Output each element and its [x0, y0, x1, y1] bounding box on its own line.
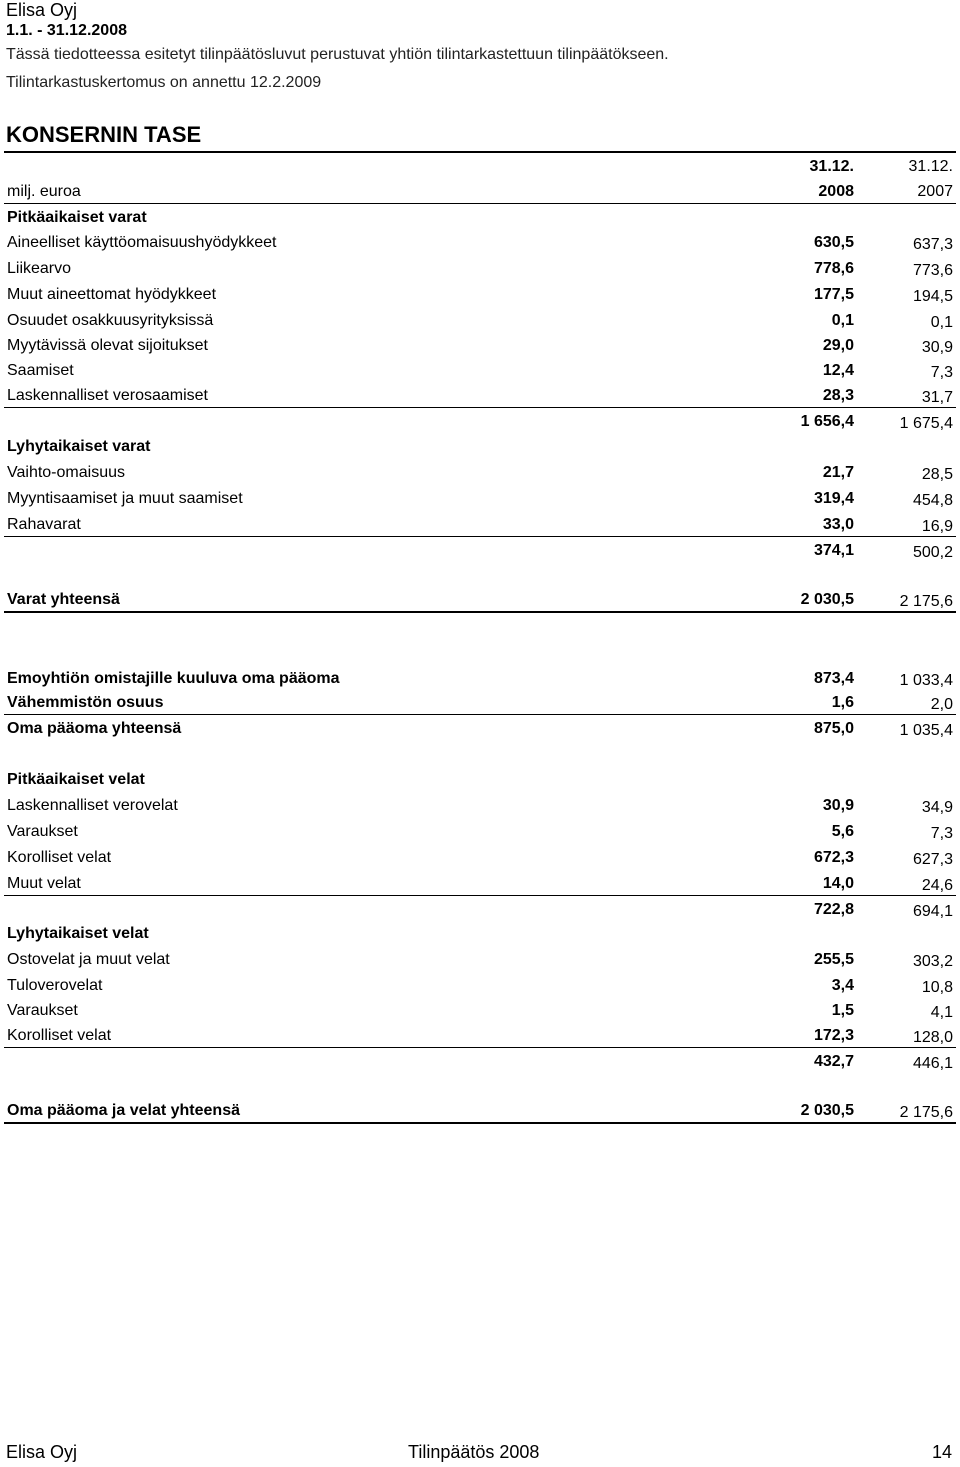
- value-2008: 432,7: [813, 1053, 854, 1070]
- row-label: Myyntisaamiset ja muut saamiset: [7, 490, 243, 507]
- subtotal-row: [4, 897, 956, 921]
- row-label: Ostovelat ja muut velat: [7, 951, 170, 968]
- value-2007: 454,8: [912, 492, 953, 509]
- row-label: Pitkäaikaiset varat: [7, 209, 147, 226]
- value-2008: 0,1: [831, 312, 854, 329]
- table-row: [4, 308, 956, 332]
- value-2007: 7,3: [930, 825, 953, 842]
- table-row: [4, 845, 956, 869]
- value-2008: 33,0: [822, 516, 854, 533]
- value-2008: 778,6: [813, 260, 854, 277]
- row-label: Muut aineettomat hyödykkeet: [7, 286, 217, 303]
- value-2007: 2,0: [930, 696, 953, 713]
- column-header-row: [4, 179, 956, 204]
- value-2008: 875,0: [813, 720, 854, 737]
- value-2008: 5,6: [831, 823, 854, 840]
- value-2007: 4,1: [930, 1004, 953, 1021]
- row-label: Varaukset: [7, 823, 78, 840]
- value-2007: 500,2: [912, 544, 953, 561]
- col-2008-date: 31.12.: [809, 158, 854, 175]
- value-2007: 16,9: [921, 518, 953, 535]
- table-row: [4, 947, 956, 971]
- table-row: [4, 666, 956, 690]
- row-label: Korolliset velat: [7, 1027, 112, 1044]
- value-2008: 1 656,4: [800, 413, 854, 430]
- table-row: [4, 230, 956, 254]
- value-2008: 319,4: [813, 490, 854, 507]
- table-row: [4, 434, 956, 458]
- row-label: Lyhytaikaiset velat: [7, 925, 149, 942]
- row-label: Emoyhtiön omistajille kuuluva oma pääoma: [7, 670, 340, 687]
- value-2007: 637,3: [912, 236, 953, 253]
- table-row: [4, 973, 956, 997]
- table-row: [4, 333, 956, 357]
- value-2008: 374,1: [813, 542, 854, 559]
- value-2008: 1,6: [831, 694, 854, 711]
- row-label: Korolliset velat: [7, 849, 112, 866]
- col-2008-year: 2008: [818, 183, 854, 200]
- value-2008: 28,3: [822, 387, 854, 404]
- value-2008: 14,0: [822, 875, 854, 892]
- row-label: Osuudet osakkuusyrityksissä: [7, 312, 214, 329]
- value-2008: 3,4: [831, 977, 854, 994]
- value-2007: 446,1: [912, 1055, 953, 1072]
- table-row: [4, 793, 956, 817]
- value-2007: 2 175,6: [899, 1104, 953, 1121]
- col-2007-year: 2007: [917, 183, 953, 200]
- unit-label: milj. euroa: [7, 183, 81, 200]
- row-label: Pitkäaikaiset velat: [7, 771, 145, 788]
- row-label: Aineelliset käyttöomaisuushyödykkeet: [7, 234, 277, 251]
- value-2008: 12,4: [822, 362, 854, 379]
- total-row: [4, 716, 956, 740]
- col-2007-date: 31.12.: [908, 158, 953, 175]
- row-label: Oma pääoma ja velat yhteensä: [7, 1102, 240, 1119]
- row-label: Lyhytaikaiset varat: [7, 438, 151, 455]
- table-row: [4, 460, 956, 484]
- row-label: Muut velat: [7, 875, 81, 892]
- row-label: Rahavarat: [7, 516, 81, 533]
- value-2007: 28,5: [921, 466, 953, 483]
- company-name: Elisa Oyj: [6, 0, 78, 20]
- table-row: [4, 256, 956, 280]
- table-row: [4, 383, 956, 408]
- row-label: Vähemmistön osuus: [7, 694, 164, 711]
- value-2008: 172,3: [813, 1027, 854, 1044]
- value-2008: 2 030,5: [800, 591, 854, 608]
- value-2008: 2 030,5: [800, 1102, 854, 1119]
- table-row: [4, 819, 956, 843]
- table-row: [4, 998, 956, 1022]
- value-2007: 773,6: [912, 262, 953, 279]
- value-2008: 255,5: [813, 951, 854, 968]
- section-title: KONSERNIN TASE: [6, 122, 202, 147]
- row-label: Varat yhteensä: [7, 591, 120, 608]
- value-2008: 672,3: [813, 849, 854, 866]
- footer-page-number: 14: [931, 1442, 952, 1462]
- value-2007: 1 675,4: [899, 415, 953, 432]
- row-label: Tuloverovelat: [7, 977, 103, 994]
- value-2007: 30,9: [921, 339, 953, 356]
- value-2008: 630,5: [813, 234, 854, 251]
- subtotal-row: [4, 538, 956, 562]
- table-row: [4, 921, 956, 945]
- footer-company: Elisa Oyj: [6, 1442, 78, 1462]
- table-row: [4, 282, 956, 306]
- total-row: [4, 587, 956, 613]
- audit-note-line-2: Tilintarkastuskertomus on annettu 12.2.2009: [6, 74, 322, 91]
- value-2008: 21,7: [822, 464, 854, 481]
- table-row: [4, 690, 956, 715]
- value-2007: 694,1: [912, 903, 953, 920]
- value-2007: 194,5: [912, 288, 953, 305]
- row-label: Varaukset: [7, 1002, 78, 1019]
- value-2007: 24,6: [921, 877, 953, 894]
- value-2007: 627,3: [912, 851, 953, 868]
- row-label: Vaihto-omaisuus: [7, 464, 125, 481]
- row-label: Laskennalliset verovelat: [7, 797, 178, 814]
- value-2007: 34,9: [921, 799, 953, 816]
- table-row: [4, 512, 956, 537]
- audit-note-line-1: Tässä tiedotteessa esitetyt tilinpäätösluvut perustuvat yhtiön tilintarkastettuun tilinpäätökseen.: [6, 46, 669, 63]
- footer-document-title: Tilinpäätös 2008: [408, 1442, 540, 1462]
- subtotal-row: [4, 409, 956, 433]
- value-2007: 31,7: [921, 389, 953, 406]
- value-2008: 722,8: [813, 901, 854, 918]
- row-label: Myytävissä olevat sijoitukset: [7, 337, 208, 354]
- row-label: Oma pääoma yhteensä: [7, 720, 182, 737]
- title-rule: [4, 151, 956, 153]
- value-2007: 128,0: [912, 1029, 953, 1046]
- report-period: 1.1. - 31.12.2008: [6, 22, 127, 39]
- table-row: [4, 205, 956, 229]
- row-label: Saamiset: [7, 362, 74, 379]
- table-row: [4, 1023, 956, 1048]
- value-2007: 7,3: [930, 364, 953, 381]
- row-label: Laskennalliset verosaamiset: [7, 387, 208, 404]
- subtotal-row: [4, 1049, 956, 1073]
- value-2008: 30,9: [822, 797, 854, 814]
- table-row: [4, 486, 956, 510]
- value-2008: 873,4: [813, 670, 854, 687]
- table-row: [4, 358, 956, 382]
- value-2008: 1,5: [831, 1002, 854, 1019]
- value-2008: 29,0: [822, 337, 854, 354]
- value-2007: 303,2: [912, 953, 953, 970]
- value-2007: 1 033,4: [899, 672, 953, 689]
- value-2008: 177,5: [813, 286, 854, 303]
- table-row: [4, 767, 956, 791]
- value-2007: 10,8: [921, 979, 953, 996]
- grand-total-row: [4, 1098, 956, 1124]
- table-row: [4, 871, 956, 896]
- row-label: Liikearvo: [7, 260, 72, 277]
- value-2007: 1 035,4: [899, 722, 953, 739]
- column-header-row-top: [4, 154, 956, 178]
- value-2007: 0,1: [930, 314, 953, 331]
- value-2007: 2 175,6: [899, 593, 953, 610]
